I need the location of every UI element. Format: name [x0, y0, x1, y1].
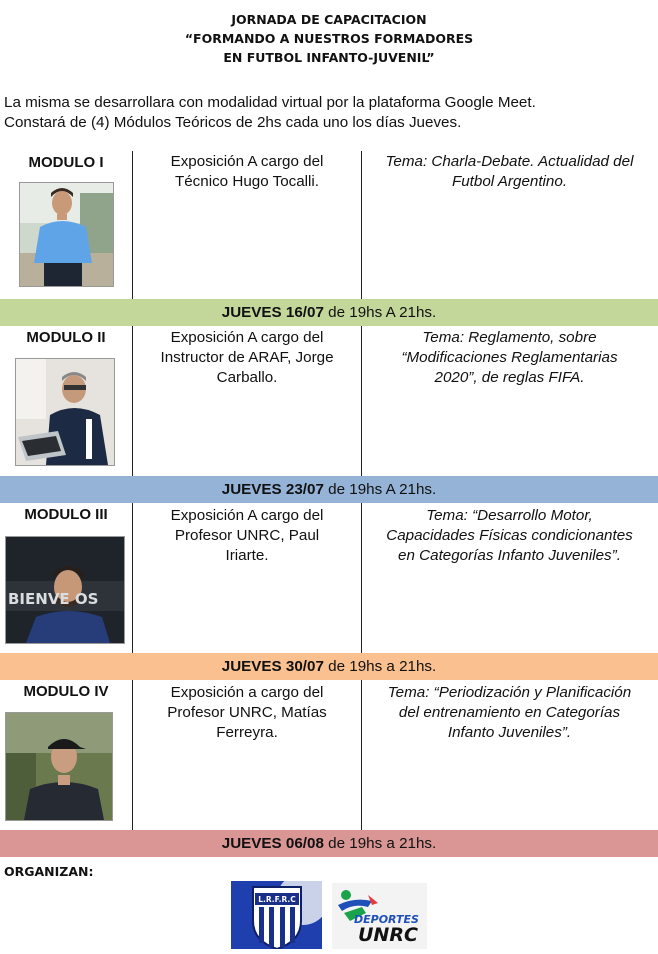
module-3-photo-text: BIENVE OS	[8, 590, 99, 608]
module-1-topic-line-1: Tema: Charla-Debate. Actualidad del	[385, 153, 634, 170]
module-4-desc-line-3: Ferreyra.	[216, 724, 278, 741]
module-1-desc-line-2: Técnico Hugo Tocalli.	[174, 173, 320, 190]
module-1-exposition-cell	[132, 151, 362, 299]
module-4-desc-line-2: Profesor UNRC, Matías	[167, 704, 327, 721]
module-4-exposition-cell	[132, 680, 362, 830]
module-3-date-band	[0, 653, 658, 680]
title-line-1: JORNADA DE CAPACITACION	[231, 12, 427, 27]
module-3-date: JUEVES 30/07	[221, 658, 324, 675]
module-4-topic-line-1: Tema: “Periodización y Planificación	[387, 684, 632, 701]
intro-paragraph	[4, 93, 654, 133]
module-1-topic-cell	[361, 151, 658, 299]
module-1-date: JUEVES 16/07	[221, 304, 324, 321]
module-2-photo	[15, 358, 115, 466]
module-3-desc-line-3: Iriarte.	[225, 547, 269, 564]
document-title	[0, 10, 658, 67]
module-1-topic-line-2: Futbol Argentino.	[451, 173, 568, 190]
module-3-exposition-cell	[132, 503, 362, 653]
module-2-date-band	[0, 476, 658, 503]
module-2-topic-cell	[361, 326, 658, 476]
module-1-date-band	[0, 299, 658, 326]
module-2-date: JUEVES 23/07	[221, 481, 324, 498]
module-1-row	[0, 151, 658, 299]
module-4-date-band	[0, 830, 658, 857]
logo2-line-1: DEPORTES	[354, 913, 419, 926]
logo2-line-2: UNRC	[358, 924, 418, 946]
intro-line-2: Constará de (4) Módulos Teóricos de 2hs cada uno los días Jueves.	[4, 114, 462, 131]
module-2-topic-line-1: Tema: Reglamento, sobre	[422, 329, 597, 346]
module-3-topic-line-2: Capacidades Físicas condicionantes	[386, 527, 633, 544]
module-3-label: MODULO III	[24, 506, 108, 523]
module-3-topic-line-3: en Categorías Infanto Juveniles”.	[398, 547, 621, 564]
module-2-label-cell	[0, 326, 132, 476]
module-1-desc-line-1: Exposición A cargo del	[170, 153, 324, 170]
module-2-row	[0, 326, 658, 476]
module-2-desc-line-2: Instructor de ARAF, Jorge	[160, 349, 334, 366]
module-2-topic-line-3: 2020”, de reglas FIFA.	[434, 369, 585, 386]
module-4-row	[0, 680, 658, 830]
module-4-topic-line-2: del entrenamiento en Categorías	[398, 704, 621, 721]
title-line-3: EN FUTBOL INFANTO-JUVENIL”	[223, 50, 435, 65]
module-3-photo	[5, 536, 125, 644]
module-1-time: de 19hs A 21hs.	[323, 304, 437, 321]
logo1-text: L.R.F.R.C	[258, 895, 296, 904]
module-4-date: JUEVES 06/08	[221, 835, 324, 852]
module-2-desc-line-3: Carballo.	[216, 369, 278, 386]
module-4-photo	[5, 712, 113, 821]
module-4-topic-cell	[361, 680, 658, 830]
module-4-topic-line-3: Infanto Juveniles”.	[447, 724, 572, 741]
module-4-time: de 19hs a 21hs.	[323, 835, 437, 852]
module-3-topic-line-1: Tema: “Desarrollo Motor,	[426, 507, 593, 524]
module-2-label: MODULO II	[26, 329, 106, 346]
module-1-photo	[19, 182, 114, 287]
module-2-desc-line-1: Exposición A cargo del	[170, 329, 324, 346]
module-4-desc-line-1: Exposición a cargo del	[170, 684, 324, 701]
module-3-topic-cell	[361, 503, 658, 653]
deportes-unrc-logo	[332, 883, 427, 949]
module-3-desc-line-1: Exposición A cargo del	[170, 507, 324, 524]
module-3-row	[0, 503, 658, 653]
module-3-desc-line-2: Profesor UNRC, Paul	[174, 527, 320, 544]
module-2-exposition-cell	[132, 326, 362, 476]
intro-line-1: La misma se desarrollara con modalidad virtual por la plataforma Google Meet.	[4, 94, 536, 111]
title-line-2: “FORMANDO A NUESTROS FORMADORES	[184, 31, 474, 46]
module-1-label-cell	[0, 151, 132, 299]
module-1-label: MODULO I	[28, 154, 104, 171]
module-4-label: MODULO IV	[23, 683, 109, 700]
module-2-topic-line-2: “Modificaciones Reglamentarias	[401, 349, 618, 366]
module-2-time: de 19hs A 21hs.	[323, 481, 437, 498]
module-4-label-cell	[0, 680, 132, 830]
module-3-time: de 19hs a 21hs.	[323, 658, 437, 675]
organizers-label: ORGANIZAN:	[4, 864, 94, 879]
lrfrc-club-logo	[231, 881, 322, 949]
module-3-label-cell	[0, 503, 132, 653]
